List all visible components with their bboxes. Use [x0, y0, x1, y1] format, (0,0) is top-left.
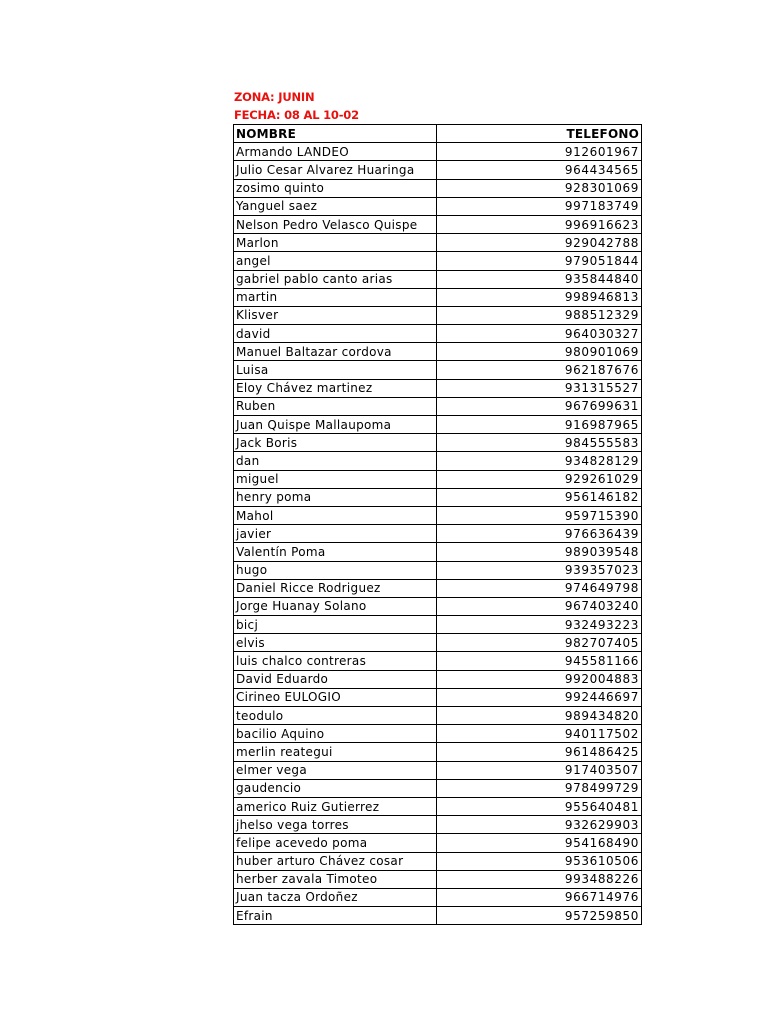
table-row	[234, 834, 642, 852]
table-header-row	[234, 125, 642, 143]
contact-name-cell: david	[234, 325, 437, 343]
contact-name-cell: herber zavala Timoteo	[234, 870, 437, 888]
contact-name-cell: dan	[234, 452, 437, 470]
contact-phone-cell: 954168490	[437, 834, 642, 852]
table-row	[234, 361, 642, 379]
contact-name-cell: Daniel Ricce Rodriguez	[234, 579, 437, 597]
table-row	[234, 652, 642, 670]
contact-phone-cell: 982707405	[437, 634, 642, 652]
table-row	[234, 343, 642, 361]
table-row	[234, 725, 642, 743]
contact-phone-cell: 992446697	[437, 688, 642, 706]
table-row	[234, 816, 642, 834]
table-row	[234, 797, 642, 815]
table-row	[234, 416, 642, 434]
table-row	[234, 470, 642, 488]
contact-phone-cell: 989039548	[437, 543, 642, 561]
table-row	[234, 143, 642, 161]
table-row	[234, 506, 642, 524]
table-row	[234, 907, 642, 925]
column-header-name: NOMBRE	[234, 125, 437, 143]
contact-name-cell: zosimo quinto	[234, 179, 437, 197]
contact-phone-cell: 917403507	[437, 761, 642, 779]
contact-name-cell: Marlon	[234, 234, 437, 252]
contact-name-cell: henry poma	[234, 488, 437, 506]
contact-name-cell: gabriel pablo canto arias	[234, 270, 437, 288]
contact-name-cell: Nelson Pedro Velasco Quispe	[234, 215, 437, 233]
contact-phone-cell: 979051844	[437, 252, 642, 270]
contact-name-cell: Cirineo EULOGIO	[234, 688, 437, 706]
contact-phone-cell: 935844840	[437, 270, 642, 288]
contact-name-cell: Klisver	[234, 306, 437, 324]
contact-name-cell: luis chalco contreras	[234, 652, 437, 670]
table-row	[234, 270, 642, 288]
table-body	[234, 143, 642, 925]
contact-phone-cell: 959715390	[437, 506, 642, 524]
table-row	[234, 488, 642, 506]
column-header-phone: TELEFONO	[437, 125, 642, 143]
contact-phone-cell: 997183749	[437, 197, 642, 215]
contact-phone-cell: 984555583	[437, 434, 642, 452]
contact-name-cell: Eloy Chávez martinez	[234, 379, 437, 397]
contact-phone-cell: 961486425	[437, 743, 642, 761]
table-row	[234, 616, 642, 634]
contact-name-cell: elmer vega	[234, 761, 437, 779]
contact-name-cell: gaudencio	[234, 779, 437, 797]
table-row	[234, 306, 642, 324]
contact-phone-cell: 932629903	[437, 816, 642, 834]
table-row	[234, 525, 642, 543]
contact-name-cell: Manuel Baltazar cordova	[234, 343, 437, 361]
contact-phone-cell: 974649798	[437, 579, 642, 597]
table-row	[234, 288, 642, 306]
contact-phone-cell: 964434565	[437, 161, 642, 179]
contact-phone-cell: 956146182	[437, 488, 642, 506]
contact-name-cell: Juan tacza Ordoñez	[234, 888, 437, 906]
contact-phone-cell: 929042788	[437, 234, 642, 252]
contact-name-cell: Yanguel saez	[234, 197, 437, 215]
contact-phone-cell: 934828129	[437, 452, 642, 470]
date-heading: FECHA: 08 AL 10-02	[234, 108, 359, 122]
contact-phone-cell: 992004883	[437, 670, 642, 688]
contact-name-cell: angel	[234, 252, 437, 270]
table-row	[234, 597, 642, 615]
contact-name-cell: martin	[234, 288, 437, 306]
table-row	[234, 852, 642, 870]
table-row	[234, 707, 642, 725]
table-row	[234, 579, 642, 597]
contact-name-cell: Jack Boris	[234, 434, 437, 452]
table-row	[234, 234, 642, 252]
zone-heading: ZONA: JUNIN	[234, 90, 315, 104]
table-row	[234, 888, 642, 906]
table-row	[234, 743, 642, 761]
contact-name-cell: jhelso vega torres	[234, 816, 437, 834]
contact-name-cell: huber arturo Chávez cosar	[234, 852, 437, 870]
contact-phone-cell: 988512329	[437, 306, 642, 324]
table-row	[234, 197, 642, 215]
contact-name-cell: bicj	[234, 616, 437, 634]
table-row	[234, 870, 642, 888]
table-row	[234, 179, 642, 197]
contact-phone-cell: 931315527	[437, 379, 642, 397]
contact-phone-cell: 967403240	[437, 597, 642, 615]
table-row	[234, 379, 642, 397]
table-row	[234, 543, 642, 561]
table-row	[234, 325, 642, 343]
contact-phone-cell: 989434820	[437, 707, 642, 725]
table-row	[234, 161, 642, 179]
contact-sheet	[233, 88, 641, 925]
contact-name-cell: Ruben	[234, 397, 437, 415]
contact-name-cell: javier	[234, 525, 437, 543]
contact-name-cell: Efrain	[234, 907, 437, 925]
contact-phone-cell: 967699631	[437, 397, 642, 415]
contact-phone-cell: 955640481	[437, 797, 642, 815]
table-row	[234, 670, 642, 688]
table-row	[234, 434, 642, 452]
table-row	[234, 561, 642, 579]
table-row	[234, 634, 642, 652]
contact-phone-cell: 964030327	[437, 325, 642, 343]
table-row	[234, 779, 642, 797]
contact-phone-cell: 976636439	[437, 525, 642, 543]
contact-name-cell: David Eduardo	[234, 670, 437, 688]
contact-name-cell: americo Ruiz Gutierrez	[234, 797, 437, 815]
contact-name-cell: teodulo	[234, 707, 437, 725]
contact-name-cell: Juan Quispe Mallaupoma	[234, 416, 437, 434]
contact-name-cell: bacilio Aquino	[234, 725, 437, 743]
contact-name-cell: miguel	[234, 470, 437, 488]
contact-phone-cell: 932493223	[437, 616, 642, 634]
contact-phone-cell: 996916623	[437, 215, 642, 233]
contact-name-cell: merlin reategui	[234, 743, 437, 761]
contact-phone-cell: 957259850	[437, 907, 642, 925]
table-row	[234, 761, 642, 779]
contact-phone-cell: 940117502	[437, 725, 642, 743]
contact-name-cell: elvis	[234, 634, 437, 652]
contact-name-cell: felipe acevedo poma	[234, 834, 437, 852]
contacts-table	[233, 124, 642, 925]
contact-name-cell: Valentín Poma	[234, 543, 437, 561]
contact-phone-cell: 928301069	[437, 179, 642, 197]
contact-phone-cell: 953610506	[437, 852, 642, 870]
contact-name-cell: Luisa	[234, 361, 437, 379]
table-row	[234, 452, 642, 470]
table-row	[234, 215, 642, 233]
contact-name-cell: hugo	[234, 561, 437, 579]
contact-phone-cell: 993488226	[437, 870, 642, 888]
contact-name-cell: Jorge Huanay Solano	[234, 597, 437, 615]
contact-phone-cell: 998946813	[437, 288, 642, 306]
contact-name-cell: Armando LANDEO	[234, 143, 437, 161]
contact-phone-cell: 980901069	[437, 343, 642, 361]
table-row	[234, 397, 642, 415]
contact-phone-cell: 912601967	[437, 143, 642, 161]
table-row	[234, 688, 642, 706]
table-row	[234, 252, 642, 270]
contact-phone-cell: 966714976	[437, 888, 642, 906]
contact-phone-cell: 978499729	[437, 779, 642, 797]
contact-phone-cell: 916987965	[437, 416, 642, 434]
contact-phone-cell: 929261029	[437, 470, 642, 488]
contact-name-cell: Mahol	[234, 506, 437, 524]
contact-phone-cell: 962187676	[437, 361, 642, 379]
contact-name-cell: Julio Cesar Alvarez Huaringa	[234, 161, 437, 179]
contact-phone-cell: 945581166	[437, 652, 642, 670]
contact-phone-cell: 939357023	[437, 561, 642, 579]
